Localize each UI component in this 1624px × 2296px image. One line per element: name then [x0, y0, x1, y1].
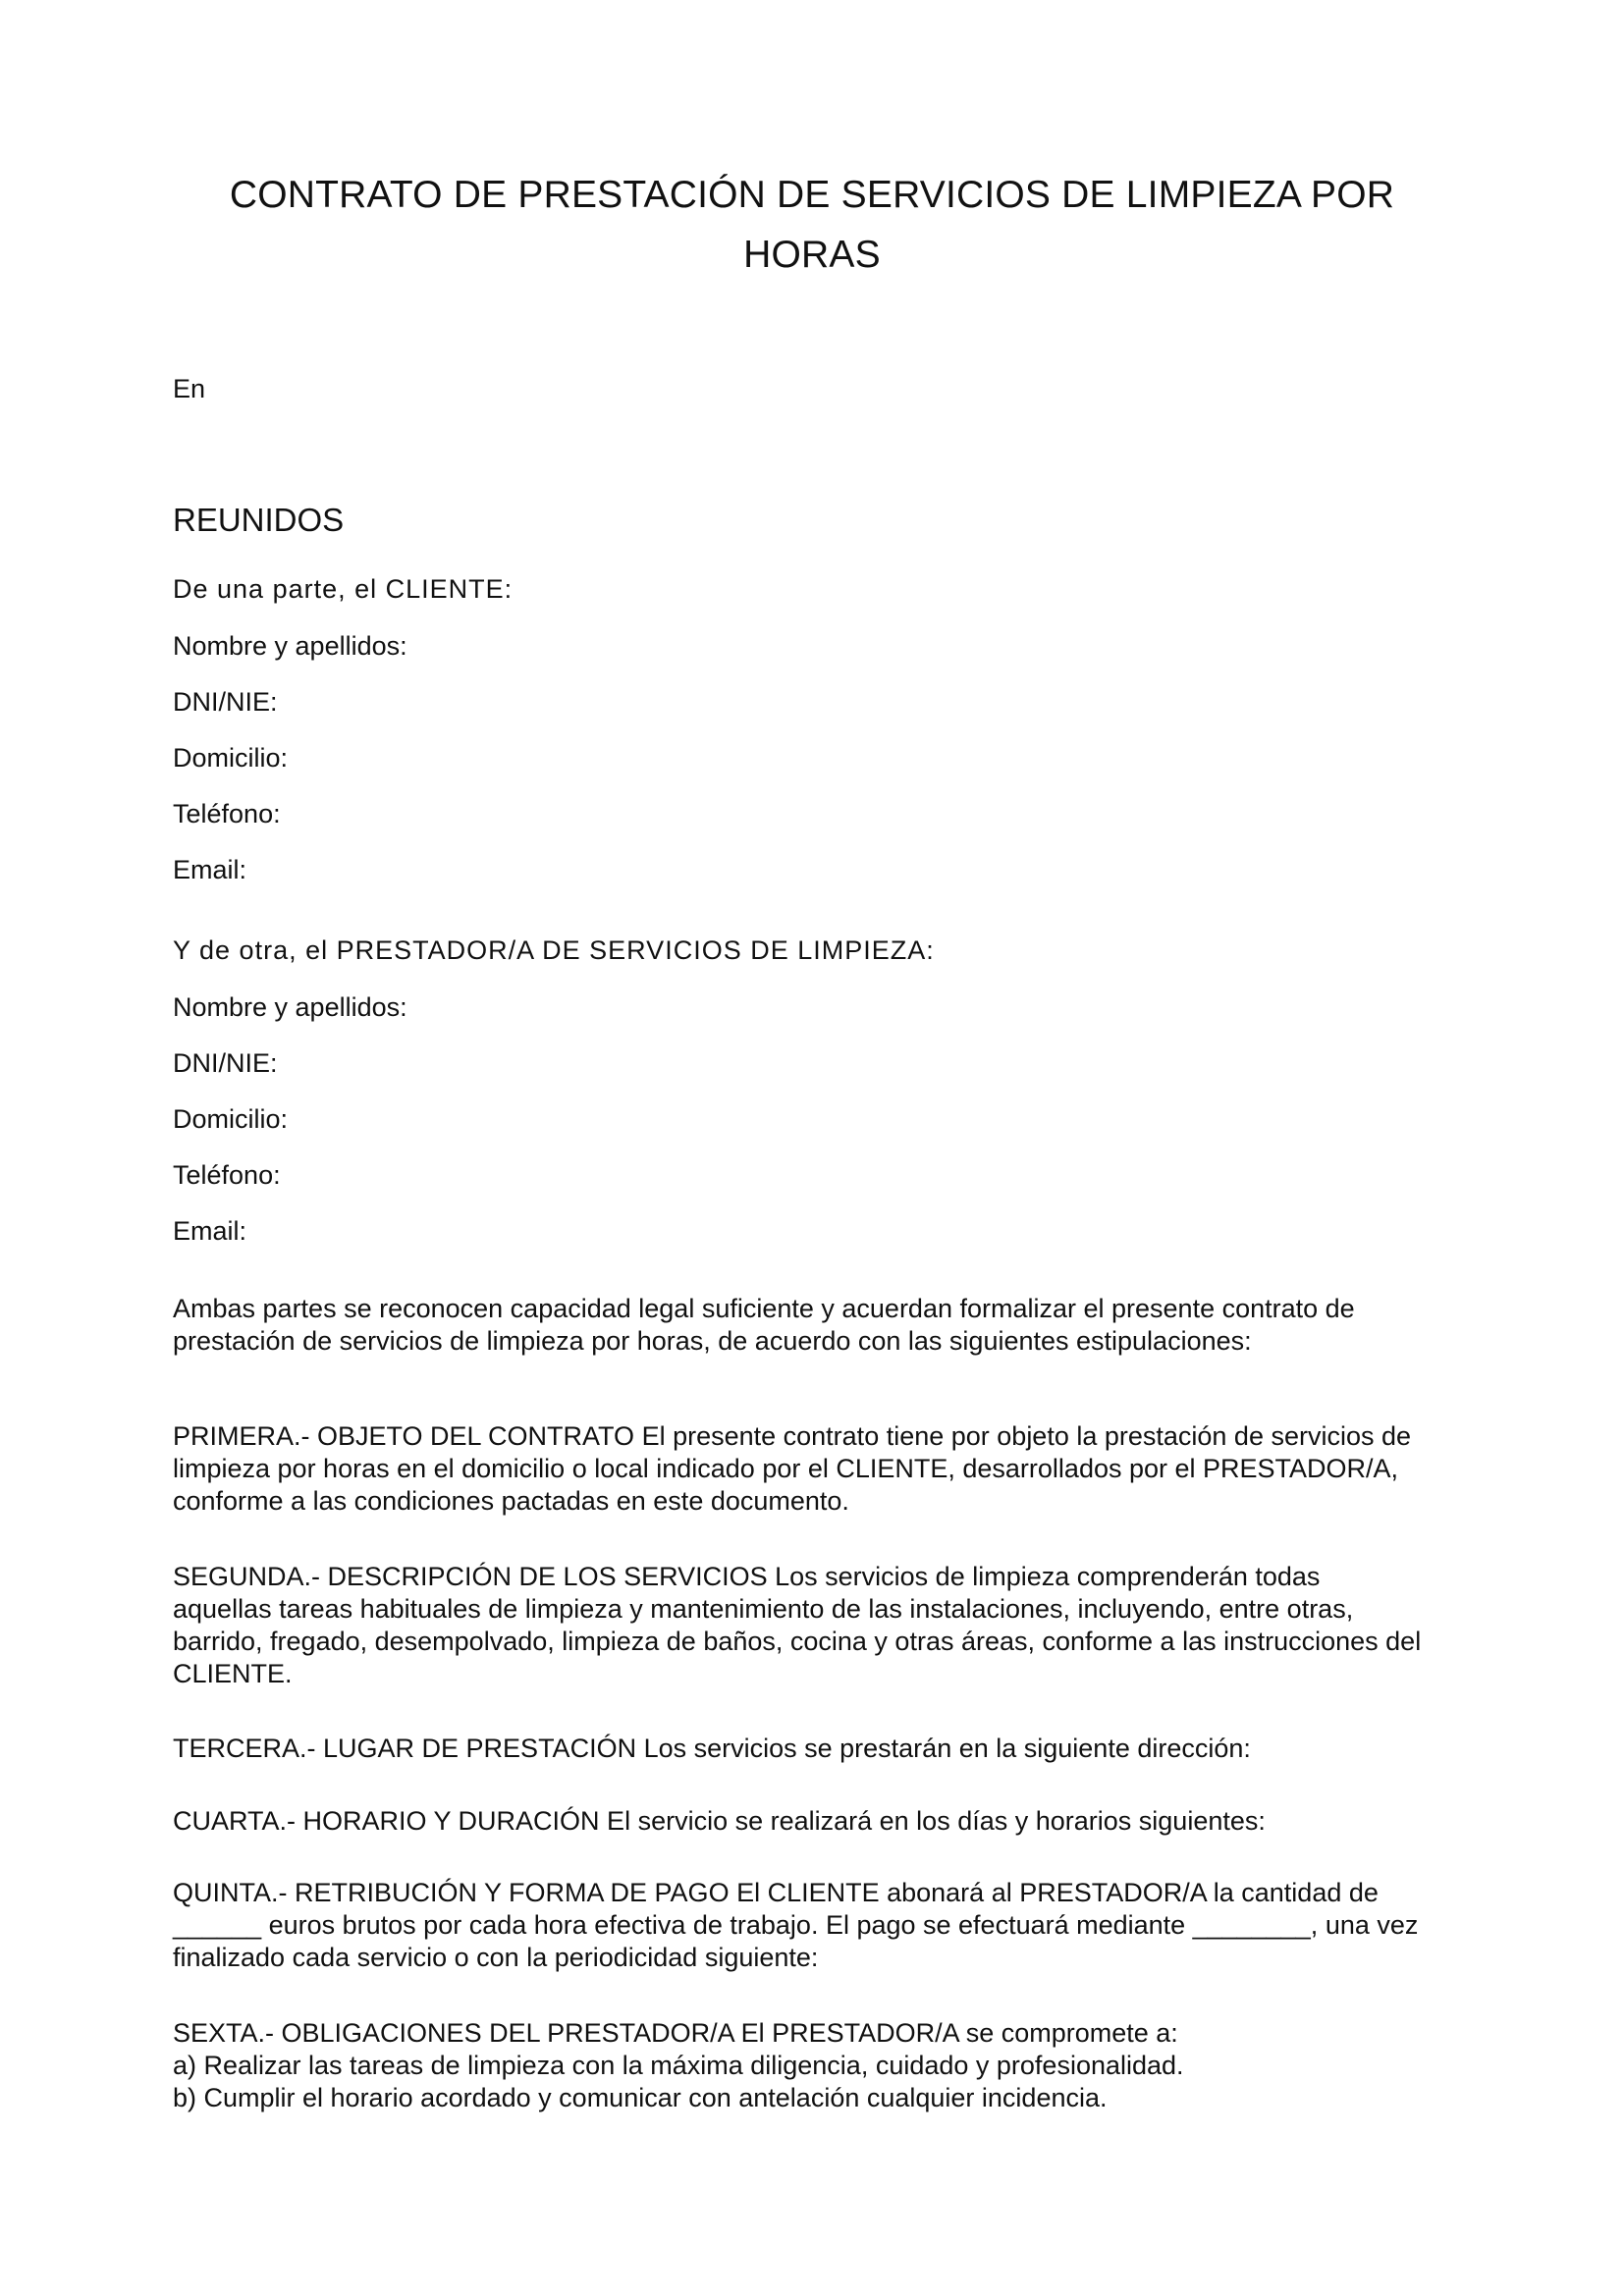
- clause-line: QUINTA.- RETRIBUCIÓN Y FORMA DE PAGO El CLIENTE abonará al PRESTADOR/A la cantidad de: [173, 1878, 1379, 1907]
- provider-field-address: Domicilio:: [173, 1104, 289, 1134]
- clause-line: PRIMERA.- OBJETO DEL CONTRATO El presente contrato tiene por objeto la prestación de servicios de: [173, 1421, 1412, 1451]
- clause-tercera: [173, 1733, 1479, 1765]
- client-field-dni: DNI/NIE:: [173, 687, 278, 717]
- provider-field-dni: DNI/NIE:: [173, 1048, 278, 1078]
- provider-field-name: Nombre y apellidos:: [173, 992, 407, 1022]
- clause-line: SEGUNDA.- DESCRIPCIÓN DE LOS SERVICIOS Los servicios de limpieza comprenderán todas: [173, 1562, 1321, 1591]
- clause-sexta: [173, 2017, 1479, 2114]
- title-line-1: CONTRATO DE PRESTACIÓN DE SERVICIOS DE LIMPIEZA POR: [229, 174, 1395, 216]
- clause-line: limpieza por horas en el domicilio o local indicado por el CLIENTE, desarrollados por el PRESTADOR/A,: [173, 1454, 1399, 1483]
- section-heading-reunidos: REUNIDOS: [173, 502, 345, 538]
- clause-line: barrido, fregado, desempolvado, limpieza de baños, cocina y otras áreas, conforme a las instrucciones del: [173, 1627, 1422, 1656]
- clause-line: finalizado cada servicio o con la periodicidad siguiente:: [173, 1943, 819, 1972]
- provider-intro: Y de otra, el PRESTADOR/A DE SERVICIOS DE LIMPIEZA:: [173, 935, 935, 965]
- clause-line: CUARTA.- HORARIO Y DURACIÓN El servicio se realizará en los días y horarios siguientes:: [173, 1806, 1266, 1836]
- clause-line: a) Realizar las tareas de limpieza con la máxima diligencia, cuidado y profesionalidad.: [173, 2051, 1184, 2080]
- preamble-paragraph: [173, 1293, 1479, 1358]
- clause-primera: [173, 1420, 1479, 1518]
- title-line-2: HORAS: [743, 234, 881, 276]
- clause-line: CLIENTE.: [173, 1659, 293, 1688]
- client-field-email: Email:: [173, 855, 247, 884]
- provider-field-email: Email:: [173, 1216, 247, 1246]
- clause-segunda: [173, 1561, 1479, 1690]
- document-title: [173, 165, 1451, 285]
- clause-line: conforme a las condiciones pactadas en este documento.: [173, 1486, 849, 1516]
- clause-line: SEXTA.- OBLIGACIONES DEL PRESTADOR/A El PRESTADOR/A se compromete a:: [173, 2018, 1178, 2048]
- preamble-line: Ambas partes se reconocen capacidad legal suficiente y acuerdan formalizar el presente contrato de: [173, 1294, 1355, 1323]
- place-line: En: [173, 374, 206, 403]
- client-field-name: Nombre y apellidos:: [173, 631, 407, 661]
- clause-line: TERCERA.- LUGAR DE PRESTACIÓN Los servicios se prestarán en la siguiente dirección:: [173, 1734, 1251, 1763]
- client-intro: De una parte, el CLIENTE:: [173, 574, 514, 604]
- clause-line: aquellas tareas habituales de limpieza y mantenimiento de las instalaciones, incluyendo, entre otras,: [173, 1594, 1354, 1624]
- client-field-address: Domicilio:: [173, 743, 289, 773]
- clause-quinta: [173, 1877, 1479, 1974]
- clause-line: b) Cumplir el horario acordado y comunicar con antelación cualquier incidencia.: [173, 2083, 1108, 2112]
- preamble-line: prestación de servicios de limpieza por horas, de acuerdo con las siguientes estipulaciones:: [173, 1326, 1252, 1356]
- provider-field-phone: Teléfono:: [173, 1160, 281, 1190]
- clause-line: ______ euros brutos por cada hora efectiva de trabajo. El pago se efectuará mediante ________, una vez: [173, 1910, 1419, 1940]
- clause-cuarta: [173, 1805, 1479, 1838]
- client-field-phone: Teléfono:: [173, 799, 281, 828]
